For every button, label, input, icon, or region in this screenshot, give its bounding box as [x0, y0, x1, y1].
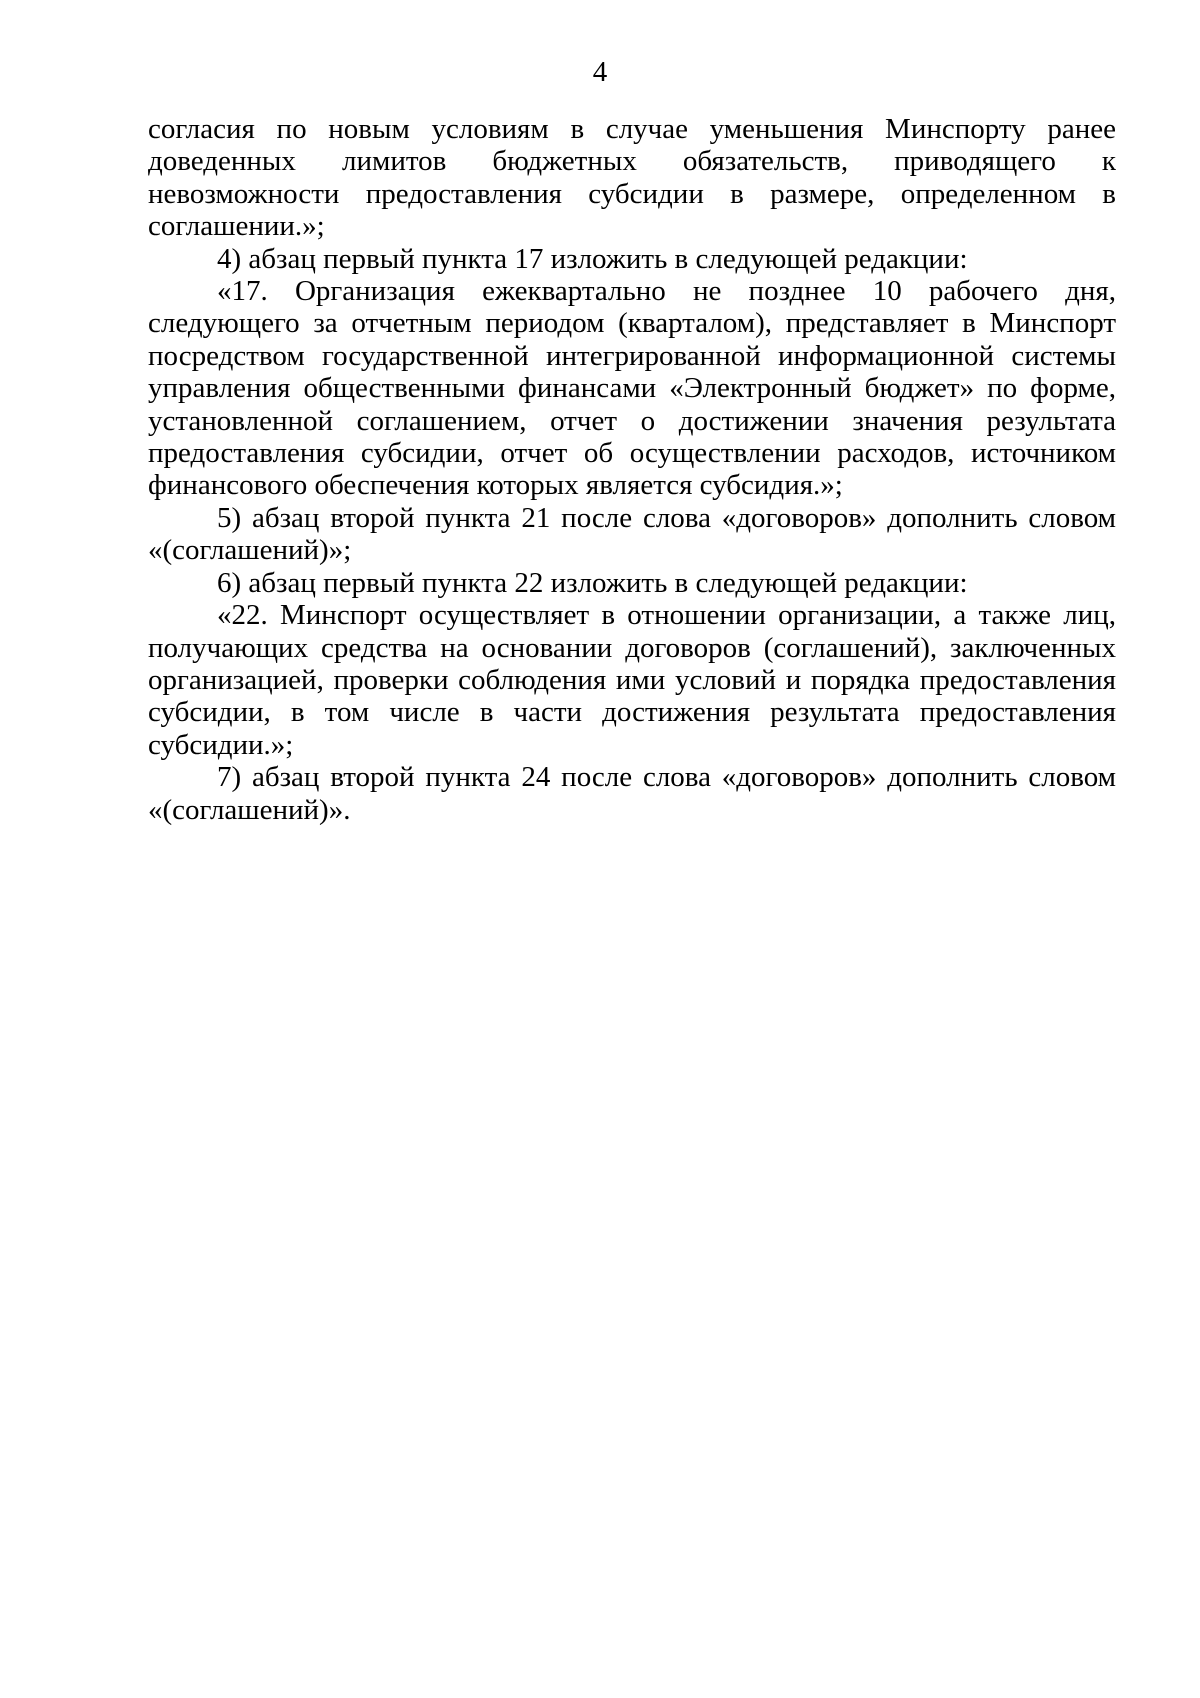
- paragraph-continuation: согласия по новым условиям в случае уменьшения Минспорту ранее доведенных лимитов бюджетных обязательств, приводящего к невозможности предоставления субсидии в размере, определенном в соглашении.»;: [148, 113, 1116, 243]
- paragraph-item-6: 6) абзац первый пункта 22 изложить в следующей редакции:: [217, 566, 968, 599]
- document-body: [148, 113, 1116, 826]
- page-number: 4: [592, 56, 608, 88]
- paragraph-item-4: 4) абзац первый пункта 17 изложить в следующей редакции:: [217, 242, 968, 275]
- paragraph-item-5: 5) абзац второй пункта 21 после слова «договоров» дополнить словом «(соглашений)»;: [148, 501, 1116, 567]
- paragraph-clause-17: «17. Организация ежеквартально не позднее 10 рабочего дня, следующего за отчетным периодом (кварталом), представляет в Минспорт посредством государственной интегрированной информационной системы управления общественными финансами «Электронный бюджет» по форме, установленной соглашением, отчет о достижении значения результата предоставления субсидии, отчет об осуществлении расходов, источником финансового обеспечения которых является субсидия.»;: [148, 275, 1116, 502]
- paragraph-clause-22: «22. Минспорт осуществляет в отношении организации, а также лиц, получающих средства на основании договоров (соглашений), заключенных организацией, проверки соблюдения ими условий и порядка предоставления субсидии, в том числе в части достижения результата предоставления субсидии.»;: [148, 599, 1116, 761]
- paragraph-item-7: 7) абзац второй пункта 24 после слова «договоров» дополнить словом «(соглашений)».: [148, 761, 1116, 826]
